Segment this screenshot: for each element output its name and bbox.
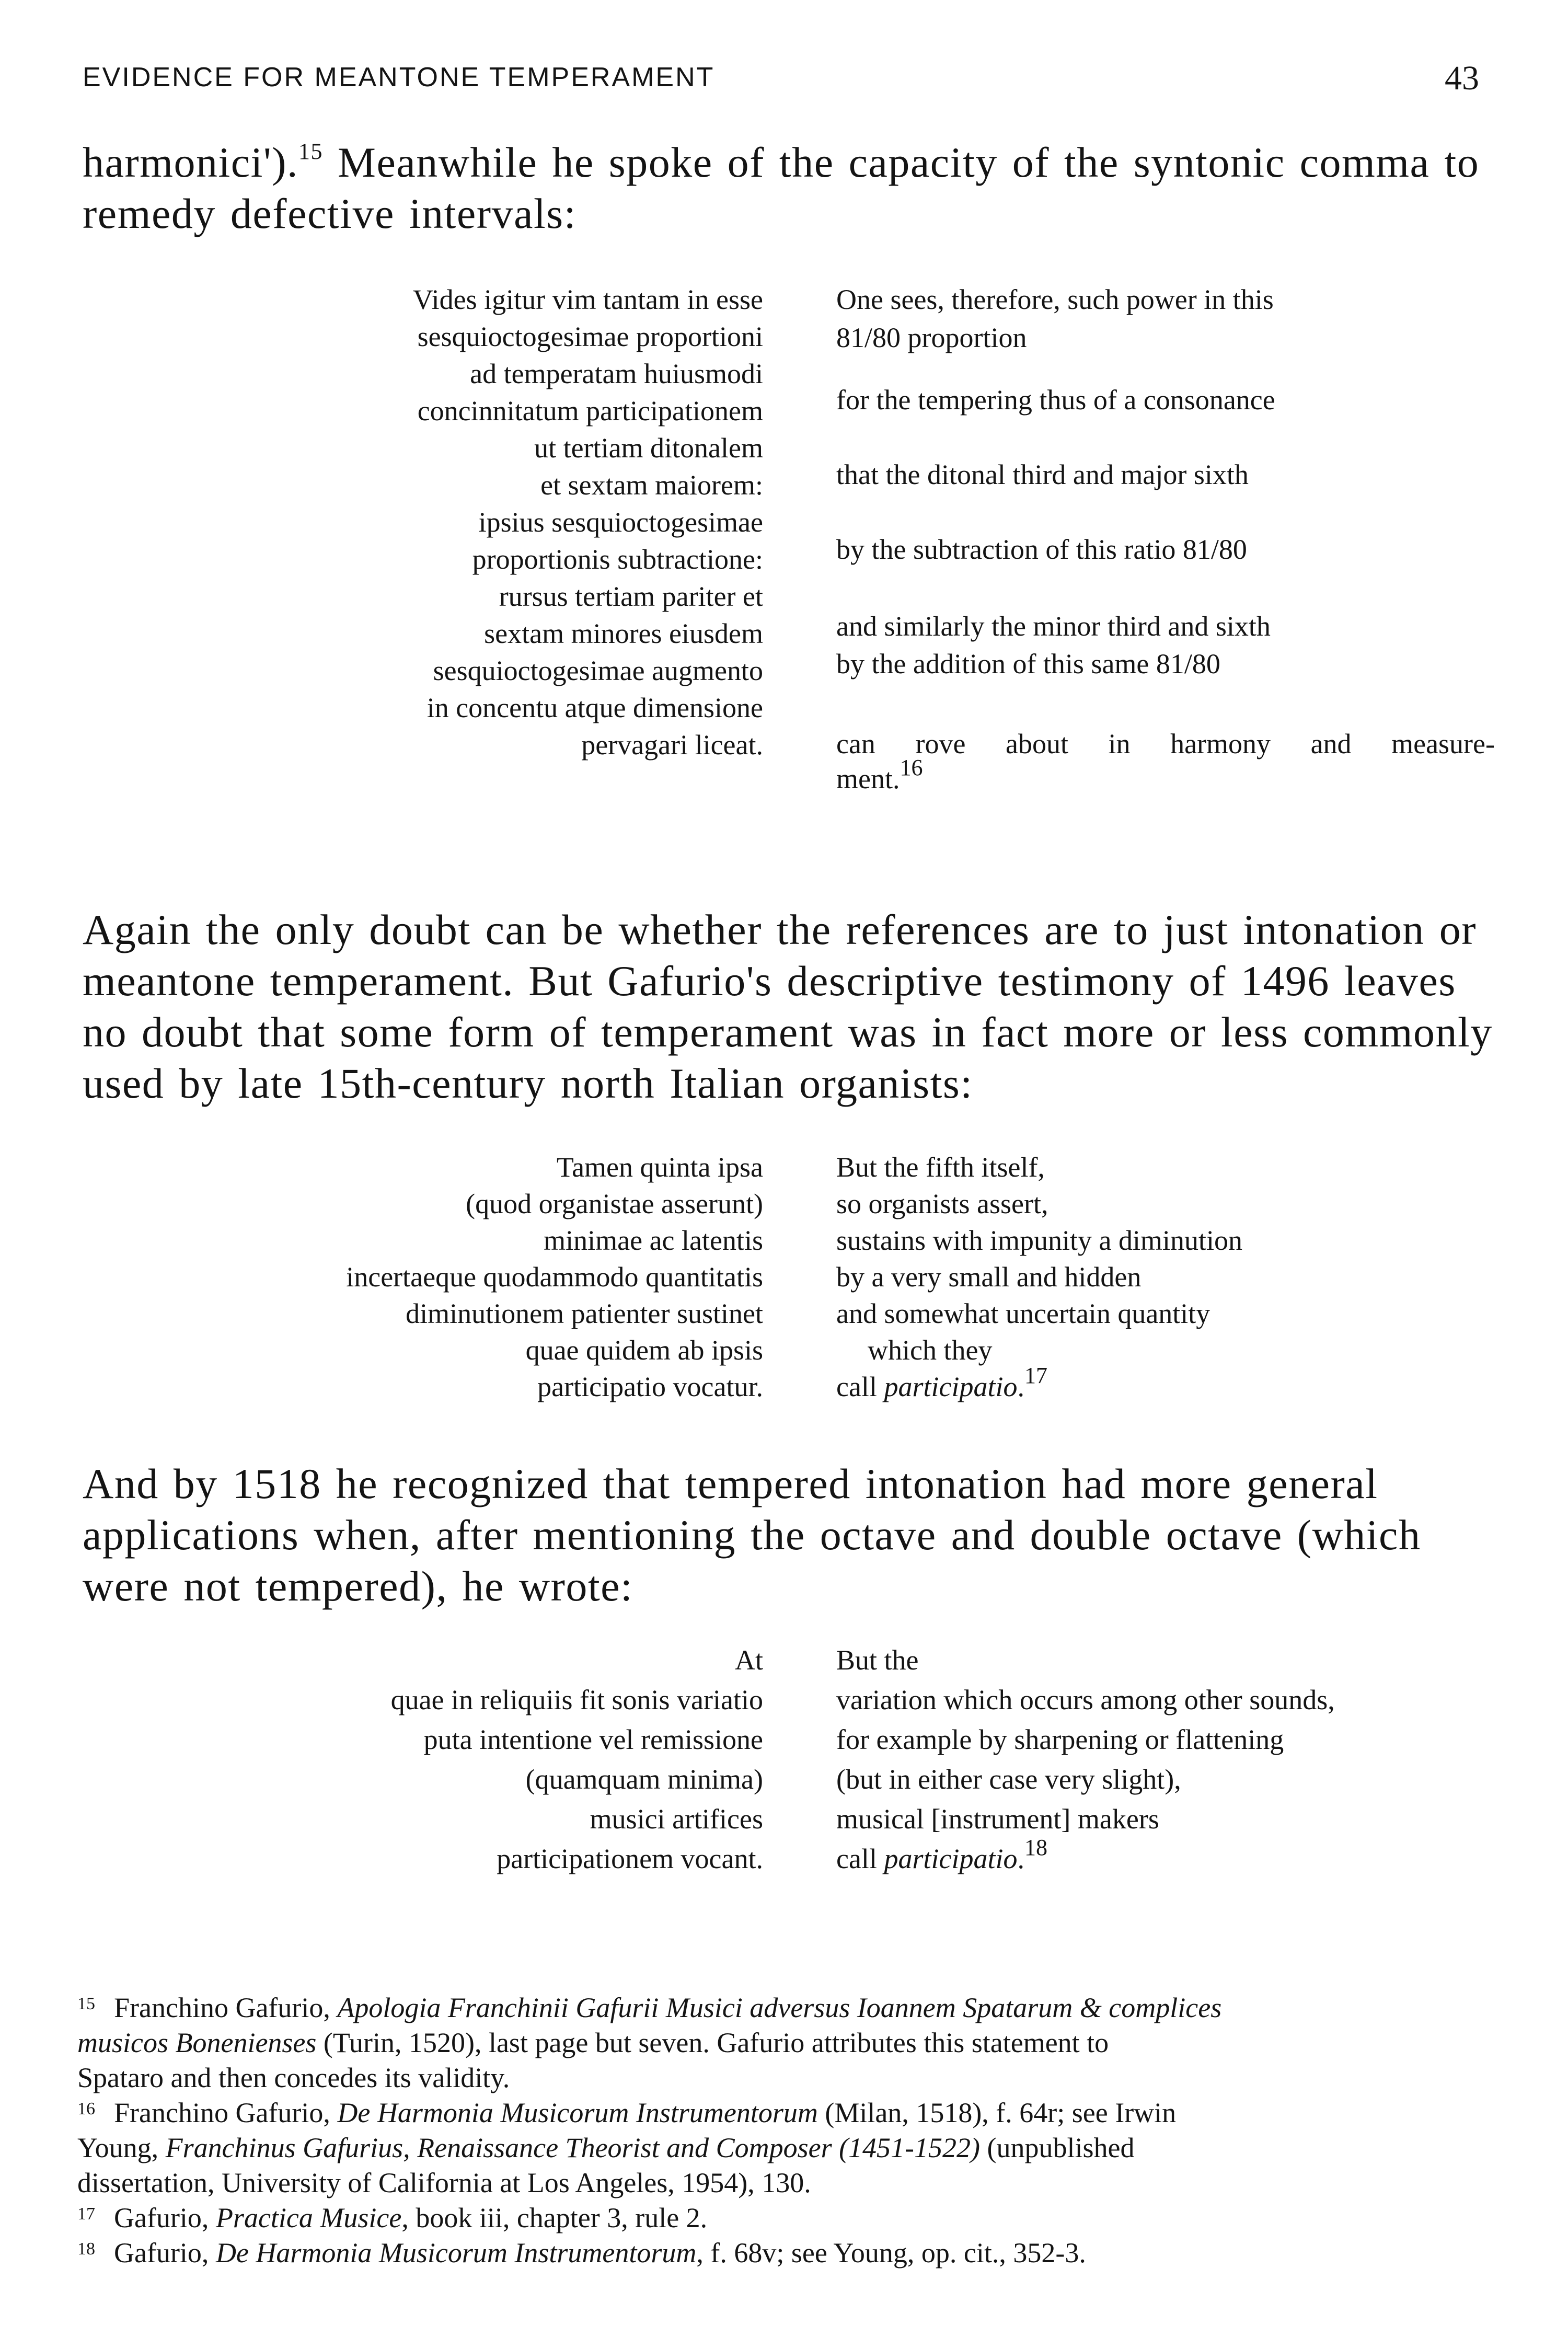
latin-line: (quamquam minima) xyxy=(525,1764,763,1795)
english-line: call participatio.$^{18}$ xyxy=(836,1835,1047,1874)
paragraph-doubt xyxy=(83,904,1494,1109)
footnote-ref-18[interactable]: 18 xyxy=(1024,1835,1047,1860)
english-line: One sees, therefore, such power in this xyxy=(836,284,1274,315)
english-line: (but in either case very slight), xyxy=(836,1764,1181,1795)
footnote-number: 18 xyxy=(77,2239,95,2259)
latin-line: quae quidem ab ipsis xyxy=(525,1334,763,1366)
english-line: which they xyxy=(868,1334,993,1366)
latin-line: participationem vocant. xyxy=(497,1843,763,1874)
latin-line: ad temperatam huiusmodi xyxy=(470,358,763,389)
english-line: But the xyxy=(836,1644,919,1676)
latin-line: pervagari liceat. xyxy=(581,729,763,761)
latin-line: et sextam maiorem: xyxy=(540,469,763,501)
page-number: 43 xyxy=(1445,59,1479,97)
english-line: so organists assert, xyxy=(836,1188,1048,1219)
english-line: and similarly the minor third and sixth xyxy=(836,611,1271,642)
latin-line: ut tertiam ditonalem xyxy=(534,432,763,464)
latin-line: diminutionem patienter sustinet xyxy=(406,1298,763,1329)
running-head: EVIDENCE FOR MEANTONE TEMPERAMENT xyxy=(83,62,715,93)
footnotes xyxy=(77,1990,1499,2271)
footnote-ref-17[interactable]: 17 xyxy=(1024,1363,1047,1388)
paragraph-1518 xyxy=(83,1458,1494,1612)
english-line: for example by sharpening or flattening xyxy=(836,1724,1284,1755)
english-line: musical [instrument] makers xyxy=(836,1803,1159,1835)
footnote-17: 17 Gafurio, Practica Musice, book iii, chapter 3, rule 2. xyxy=(77,2201,1499,2236)
english-line: by a very small and hidden xyxy=(836,1261,1142,1293)
text-line: no doubt that some form of temperament was in fact more or less commonly xyxy=(83,1008,1493,1056)
english-line: 81/80 proportion xyxy=(836,322,1027,353)
footnote-15: 15 Franchino Gafurio, Apologia Franchinii Gafurii Musici adversus Ioannem Spatarum & complices musicos Bonenienses (Turin, 1520), last page but seven. Gafurio attributes this statement to Spataro and then concedes its validity. xyxy=(77,1990,1499,2095)
latin-quotation-3 xyxy=(157,1640,763,1879)
latin-line: proportionis subtractione: xyxy=(472,544,763,575)
text-line: harmonici').$^{15}$ Meanwhile he spoke of the capacity of the syntonic comma to xyxy=(83,138,1480,186)
latin-quotation-1 xyxy=(293,281,763,764)
footnote-number: 17 xyxy=(77,2204,95,2224)
latin-quotation-2 xyxy=(157,1149,763,1405)
latin-line: rursus tertiam pariter et xyxy=(499,581,763,612)
latin-line: Vides igitur vim tantam in esse xyxy=(412,284,763,315)
english-line: that the ditonal third and major sixth xyxy=(836,459,1249,490)
latin-line: sesquioctogesimae augmento xyxy=(433,655,763,686)
text-line: remedy defective intervals: xyxy=(83,190,577,237)
paragraph-intro xyxy=(83,137,1494,239)
english-line: variation which occurs among other sounds, xyxy=(836,1684,1335,1715)
footnote-number: 16 xyxy=(77,2099,95,2118)
latin-line: musici artifices xyxy=(590,1803,763,1835)
english-line: and somewhat uncertain quantity xyxy=(836,1298,1210,1329)
latin-line: in concentu atque dimensione xyxy=(426,692,763,723)
text-line: applications when, after mentioning the octave and double octave (which xyxy=(83,1511,1421,1559)
latin-line: sesquioctogesimae proportioni xyxy=(417,321,763,352)
latin-line: (quod organistae asserunt) xyxy=(466,1188,763,1219)
text-line: meantone temperament. But Gafurio's descriptive testimony of 1496 leaves xyxy=(83,957,1456,1005)
latin-line: incertaeque quodammodo quantitatis xyxy=(346,1261,763,1293)
footnote-number: 15 xyxy=(77,1994,95,2013)
latin-line: ipsius sesquioctogesimae xyxy=(478,506,763,538)
latin-line: concinnitatum participationem xyxy=(417,395,763,427)
english-translation-3 xyxy=(836,1640,1495,1879)
footnote-ref-16[interactable]: 16 xyxy=(900,755,923,780)
footnote-ref-15[interactable]: 15 xyxy=(298,138,324,164)
english-line: can rove about in harmony and measure- xyxy=(836,728,1495,759)
footnote-18: 18 Gafurio, De Harmonia Musicorum Instrumentorum, f. 68v; see Young, op. cit., 352-3. xyxy=(77,2236,1499,2271)
english-line: by the addition of this same 81/80 xyxy=(836,648,1220,680)
text-line: Again the only doubt can be whether the references are to just intonation or xyxy=(83,906,1477,953)
text-line: And by 1518 he recognized that tempered intonation had more general xyxy=(83,1460,1378,1507)
latin-line: Tamen quinta ipsa xyxy=(556,1152,763,1183)
latin-line: puta intentione vel remissione xyxy=(423,1724,763,1755)
footnote-16: 16 Franchino Gafurio, De Harmonia Musicorum Instrumentorum (Milan, 1518), f. 64r; see Irwin Young, Franchinus Gafurius, Renaissance Theorist and Composer (1451-1522) (unpublished dissertation, University of California at Los Angeles, 1954), 130. xyxy=(77,2095,1499,2201)
english-line: by the subtraction of this ratio 81/80 xyxy=(836,534,1247,565)
english-translation-2 xyxy=(836,1149,1495,1405)
english-line: ment.$^{16}$ xyxy=(836,755,923,794)
english-line: sustains with impunity a diminution xyxy=(836,1225,1243,1256)
latin-line: participatio vocatur. xyxy=(537,1371,763,1402)
english-line: for the tempering thus of a consonance xyxy=(836,384,1275,416)
english-line: But the fifth itself, xyxy=(836,1152,1045,1183)
latin-line: quae in reliquiis fit sonis variatio xyxy=(390,1684,763,1715)
latin-line: minimae ac latentis xyxy=(544,1225,763,1256)
text-line: were not tempered), he wrote: xyxy=(83,1562,633,1610)
text-line: used by late 15th-century north Italian organists: xyxy=(83,1060,973,1107)
english-line: call participatio.$^{17}$ xyxy=(836,1363,1047,1402)
latin-line: At xyxy=(735,1644,763,1676)
latin-line: sextam minores eiusdem xyxy=(484,618,763,649)
